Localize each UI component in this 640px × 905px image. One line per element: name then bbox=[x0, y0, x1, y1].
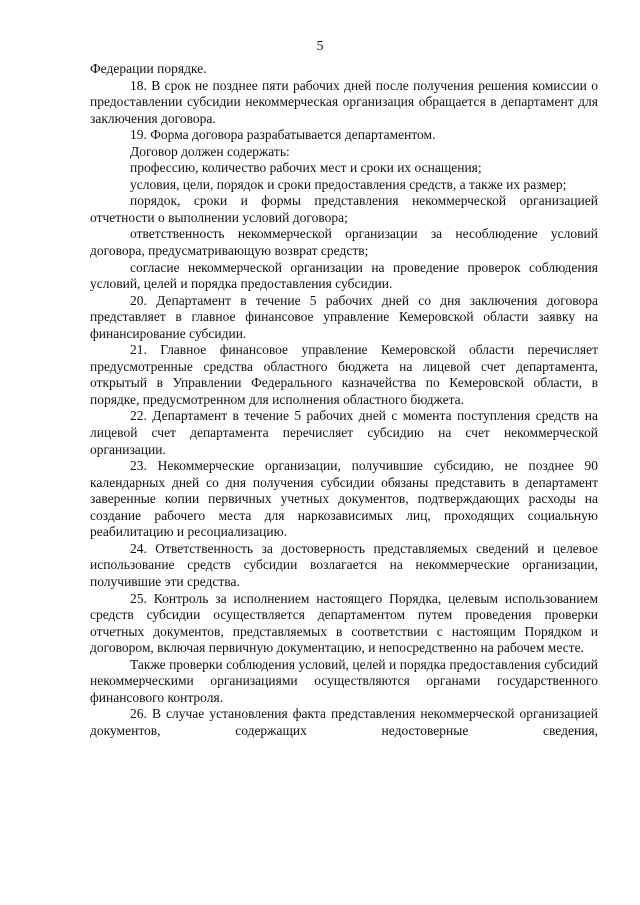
document-body bbox=[90, 61, 598, 739]
paragraph-26: 26. В случае установления факта представления некоммерческой организацией документов, содержащих недостоверные сведения, bbox=[90, 706, 598, 738]
paragraph-24: 24. Ответственность за достоверность представляемых сведений и целевое использование средств субсидии возлагается на некоммерческие организации, получившие эти средства. bbox=[90, 540, 598, 589]
paragraph-25: 25. Контроль за исполнением настоящего Порядка, целевым использованием средств субсидии осуществляется департаментом путем проведения проверки отчетных документов, представляемых в соответствии с настоящим Порядком и договором, включая первичную документацию, и непосредственно на рабочем месте. bbox=[90, 590, 598, 656]
contract-item-consent: согласие некоммерческой организации на проведение проверок соблюдения условий, целей и порядка предоставления субсидии. bbox=[90, 259, 598, 292]
paragraph-contract-contents: Договор должен содержать: bbox=[130, 143, 290, 159]
paragraph-18: 18. В срок не позднее пяти рабочих дней после получения решения комиссии о предоставлении субсидии некоммерческая организация обращается в департамент для заключения договора. bbox=[90, 77, 598, 126]
paragraph-25-additional: Также проверки соблюдения условий, целей и порядка предоставления субсидий некоммерческими организациями осуществляются органами государственного финансового контроля. bbox=[90, 656, 598, 705]
contract-item-profession: профессию, количество рабочих мест и сроки их оснащения; bbox=[130, 160, 482, 176]
page-number: 5 bbox=[316, 38, 324, 53]
paragraph-20: 20. Департамент в течение 5 рабочих дней со дня заключения договора представляет в главное финансовое управление Кемеровской области заявку на финансирование субсидии. bbox=[90, 292, 598, 341]
contract-item-reporting: порядок, сроки и формы представления некоммерческой организацией отчетности о выполнении условий договора; bbox=[90, 193, 598, 225]
paragraph-21: 21. Главное финансовое управление Кемеровской области перечисляет предусмотренные средства областного бюджета на лицевой счет департамента, открытый в Управлении Федерального казначейства по Кемеровской области, в порядке, предусмотренном для исполнения областного бюджета. bbox=[90, 342, 598, 407]
paragraph-continuation: Федерации порядке. bbox=[90, 61, 207, 76]
paragraph-19: 19. Форма договора разрабатывается департаментом. bbox=[130, 127, 436, 143]
contract-item-responsibility: ответственность некоммерческой организации за несоблюдение условий договора, предусматривающую возврат средств; bbox=[90, 226, 598, 259]
paragraph-22: 22. Департамент в течение 5 рабочих дней с момента поступления средств на лицевой счет департамента перечисляет субсидию на счет некоммерческой организации. bbox=[90, 408, 598, 457]
paragraph-23: 23. Некоммерческие организации, получившие субсидию, не позднее 90 календарных дней со дня получения субсидии обязаны представить в департамент заверенные копии первичных учетных документов, подтверждающих расходы на создание рабочего места для наркозависимых лиц, проходящих социальную реабилитацию и ресоциализацию. bbox=[90, 458, 598, 540]
contract-item-conditions: условия, цели, порядок и сроки предоставления средств, а также их размер; bbox=[130, 176, 567, 192]
